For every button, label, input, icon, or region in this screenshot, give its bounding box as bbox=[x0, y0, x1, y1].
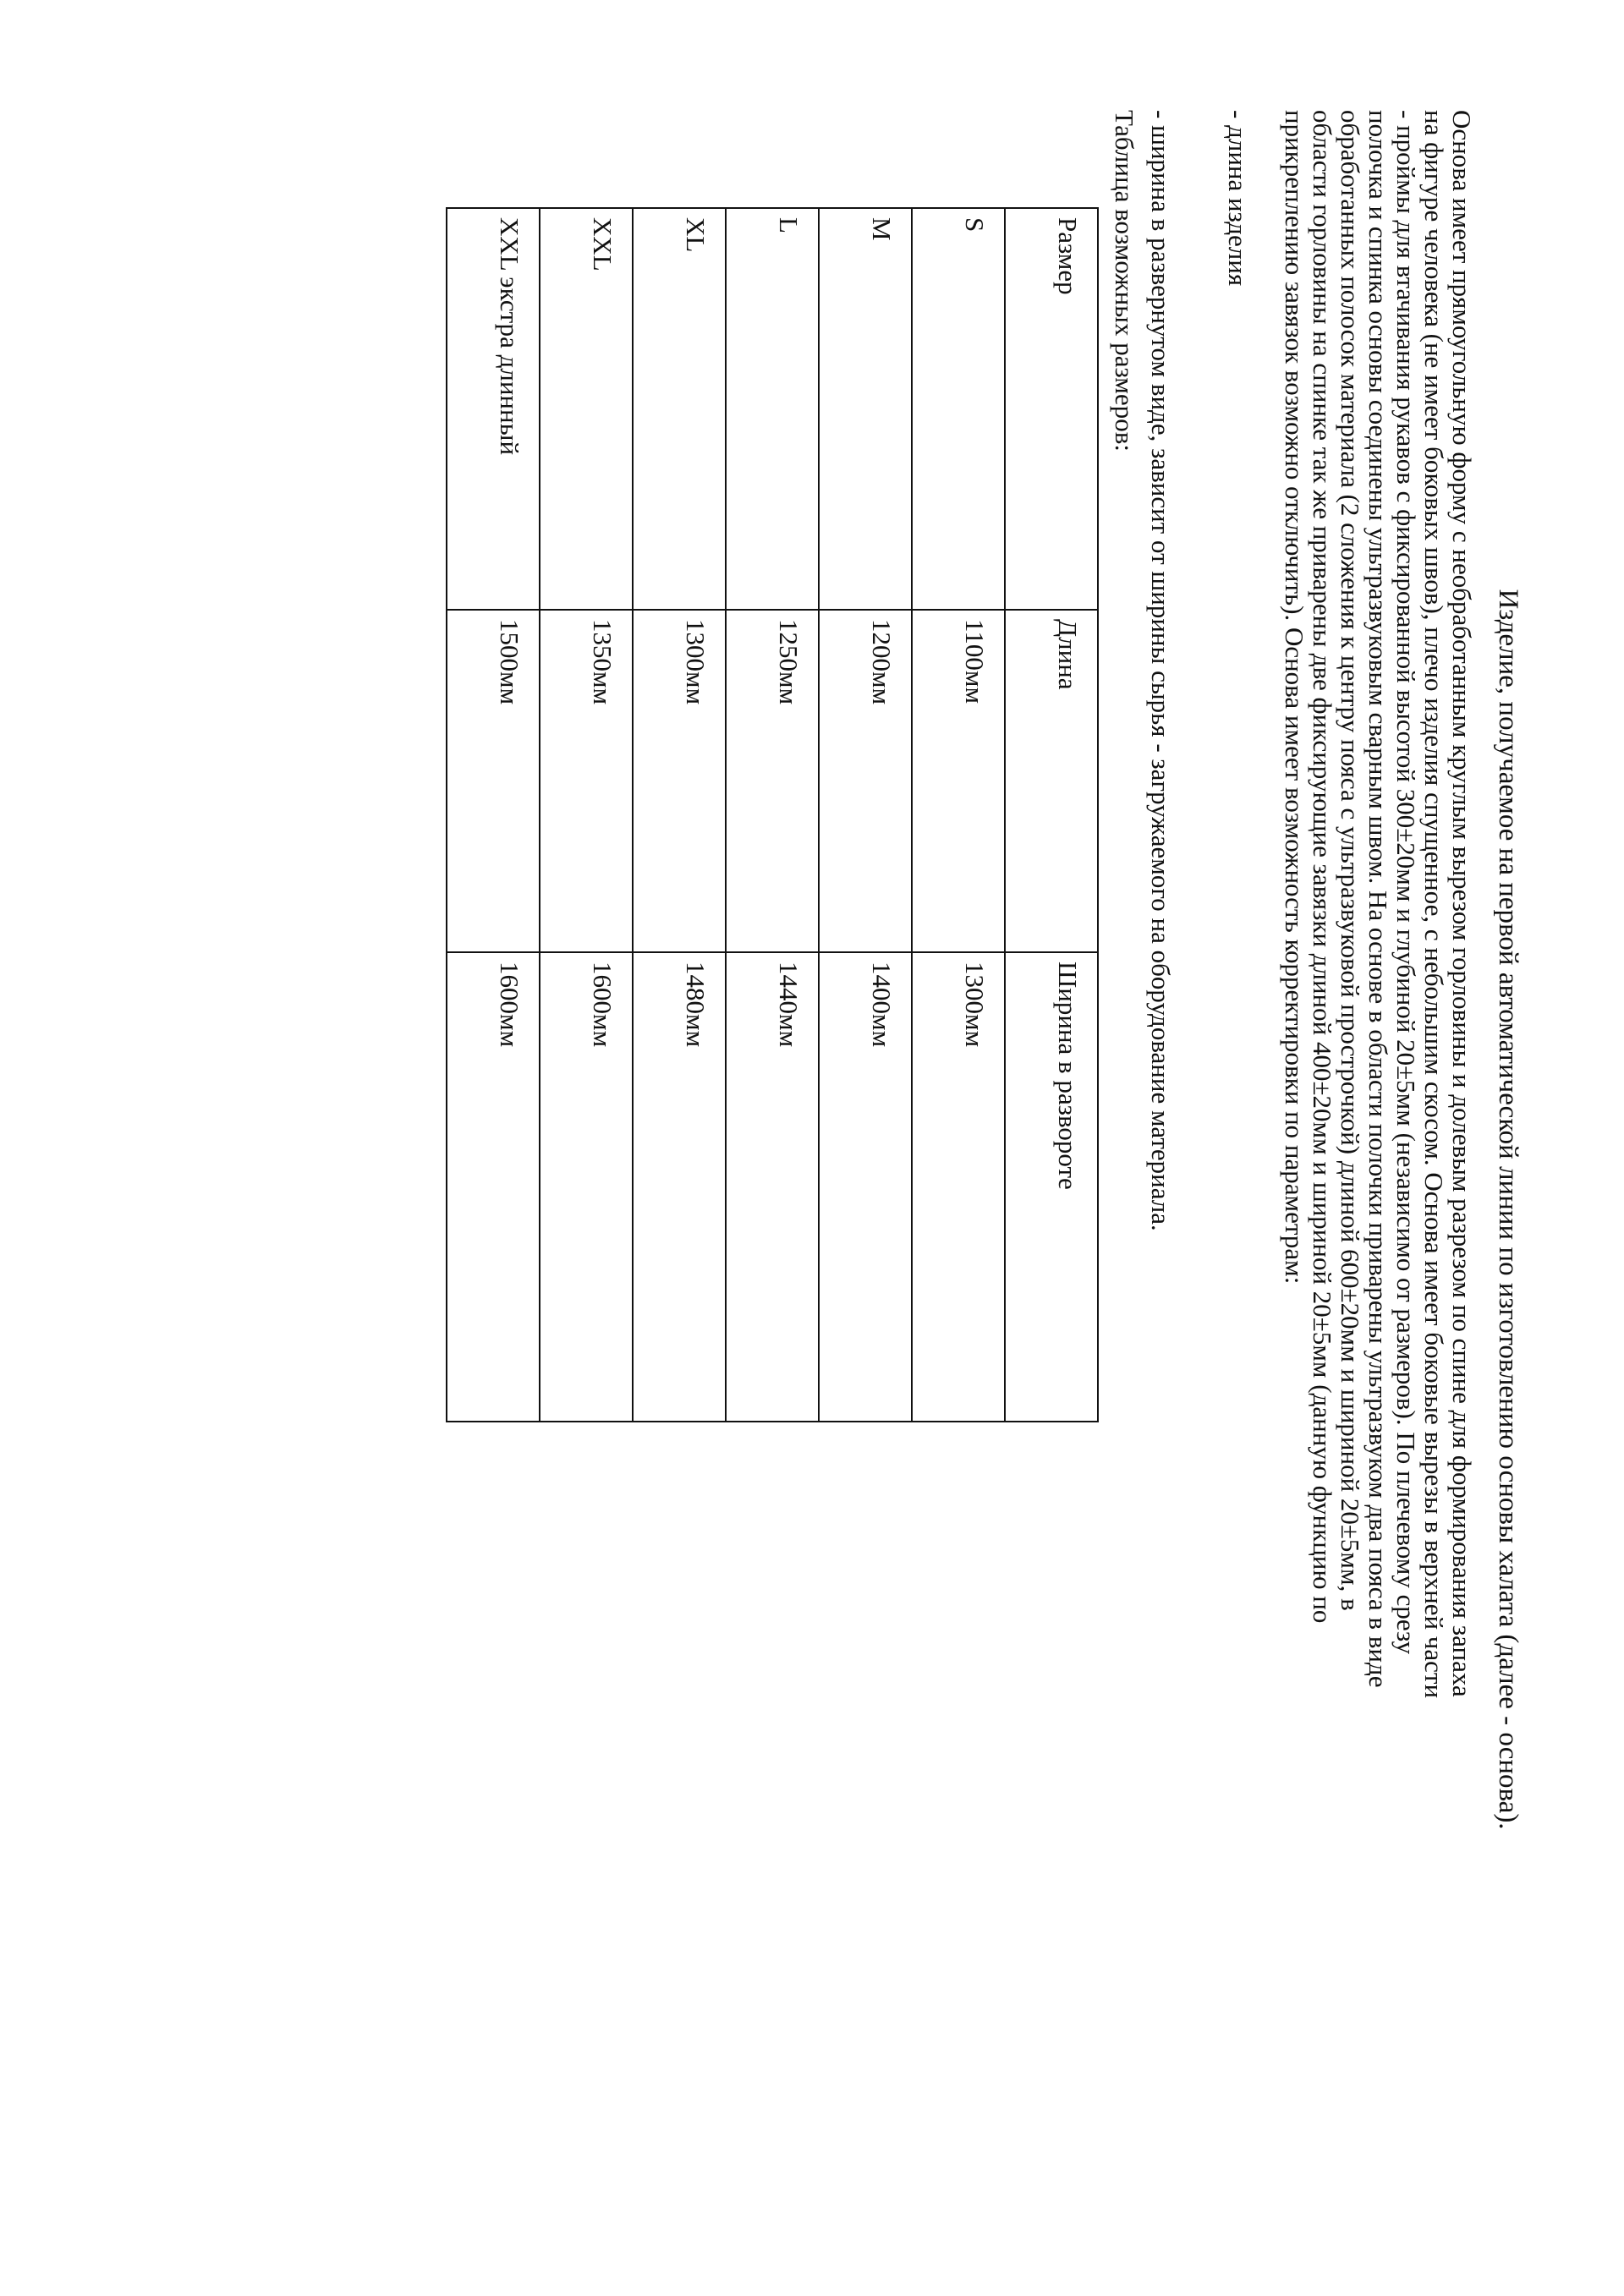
table-row bbox=[633, 208, 726, 1422]
length-cell: 1250мм bbox=[726, 610, 819, 952]
size-cell: S bbox=[912, 208, 1005, 610]
width-cell: 1480мм bbox=[633, 952, 726, 1422]
paragraph-line: на фигуре человека (не имеет боковых швов), плечо изделия спущенное, с небольшим скосом. Основа имеет боковые вырезы в верхней части bbox=[1419, 110, 1449, 1699]
length-cell: 1500мм bbox=[447, 610, 540, 952]
paragraph-line: - проймы для втачивания рукавов с фиксированной высотой 300±20мм и глубиной 20±5мм (независимо от размеров). По плечевому срезу bbox=[1391, 110, 1421, 1655]
table-caption: Таблица возможных размеров: bbox=[1110, 110, 1139, 452]
table-row bbox=[912, 208, 1005, 1422]
size-cell: XL bbox=[633, 208, 726, 610]
table-row bbox=[819, 208, 912, 1422]
size-cell: XXL экстра длинный bbox=[447, 208, 540, 610]
length-cell: 1300мм bbox=[633, 610, 726, 952]
document-content bbox=[446, 110, 1527, 2165]
width-cell: 1440мм bbox=[726, 952, 819, 1422]
width-cell: 1600мм bbox=[540, 952, 633, 1422]
paragraph-line: Основа имеет прямоугольную форму с необработанным круглым вырезом горловины и долевым разрезом по спине для формирования запаха bbox=[1447, 110, 1477, 1697]
table-row bbox=[447, 208, 540, 1422]
length-cell: 1100мм bbox=[912, 610, 1005, 952]
paragraph-line: полочка и спинка основы соединены ультразвуковым сварным швом. На основе в области полочки приварены ультразвуком два пояса в виде bbox=[1363, 110, 1393, 1688]
table-row bbox=[540, 208, 633, 1422]
size-cell: L bbox=[726, 208, 819, 610]
param-width-item: - ширина в развернутом виде, зависит от ширины сырья - загружаемого на оборудование материала. bbox=[1146, 110, 1176, 1231]
length-cell: 1200мм bbox=[819, 610, 912, 952]
size-cell: XXL bbox=[540, 208, 633, 610]
size-cell: M bbox=[819, 208, 912, 610]
length-cell: 1350мм bbox=[540, 610, 633, 952]
paragraph-line: обработанных полосок материала (2 сложения к центру пояса с ультразвуковой прострочкой) длиной 600±20мм и шириной 20±5мм, в bbox=[1336, 110, 1365, 1611]
table-row bbox=[726, 208, 819, 1422]
sizes-table bbox=[446, 207, 1099, 1422]
header-cell-width: Ширина в развороте bbox=[1005, 952, 1098, 1422]
param-length-item: - длина изделия bbox=[1223, 110, 1253, 287]
width-cell: 1600мм bbox=[447, 952, 540, 1422]
header-cell-size: Размер bbox=[1005, 208, 1098, 610]
paragraph-line: области горловины на спинке так же приварены две фиксирующие завязки длиной 400±20мм и шириной 20±5мм (данную функцию по bbox=[1308, 110, 1337, 1624]
description-paragraph bbox=[1281, 110, 1476, 2165]
width-cell: 1300мм bbox=[912, 952, 1005, 1422]
table-header-row bbox=[1005, 208, 1098, 1422]
width-cell: 1400мм bbox=[819, 952, 912, 1422]
header-cell-length: Длина bbox=[1005, 610, 1098, 952]
document-title: Изделие, получаемое на первой автоматической линии по изготовлению основы халата (далее - основа). bbox=[1493, 589, 1523, 1830]
paragraph-line: прикреплению завязок возможно отключить). Основа имеет возможность корректировки по параметрам: bbox=[1280, 110, 1309, 1285]
